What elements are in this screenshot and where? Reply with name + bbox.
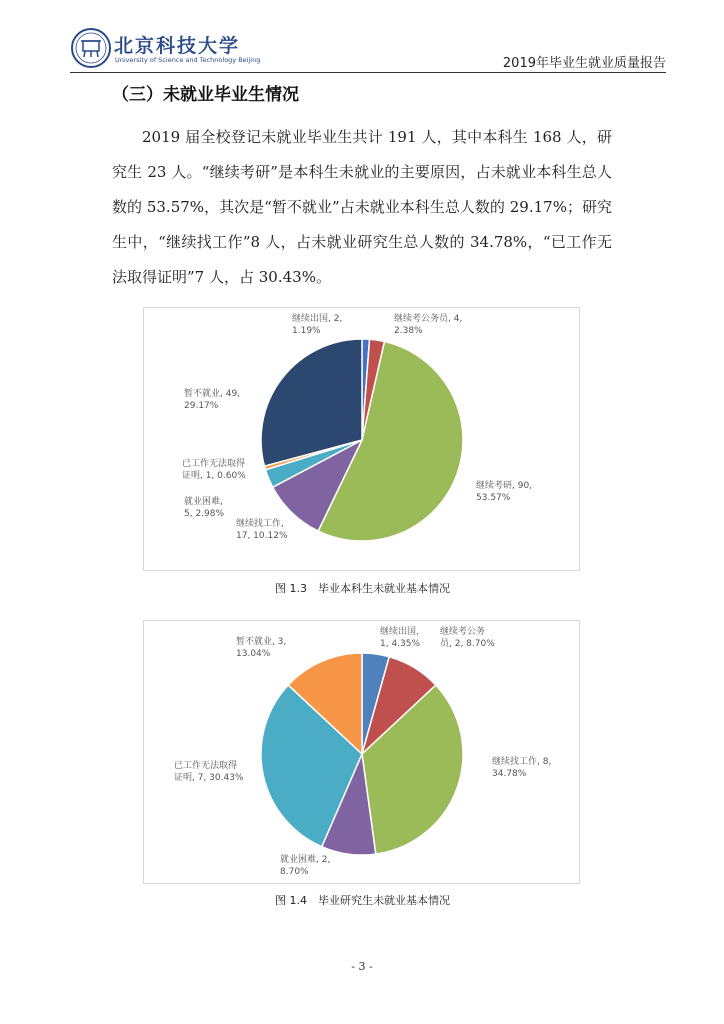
page-header <box>70 25 666 73</box>
slice-label: 就业困难, 2, 8.70% <box>280 855 331 877</box>
slice-label: 就业困难, 5, 2.98% <box>184 497 225 519</box>
paragraph-text: 2019 届全校登记未就业毕业生共计 191 人，其中本科生 168 人，研究生 23 人。“继续考研”是本科生未就业的主要原因，占未就业本科生总人数的 53.57%，其次是“暂不就业”占未就业本科生总人数的 29.17%；研究生中，“继续找工作”8 人，占未就业研究生总人数的 34.78%，“已工作无法取得证明”7 人，占 30.43%。 <box>112 128 612 286</box>
graduate-pie-svg <box>144 621 579 883</box>
slice-label: 继续出国, 2, 1.19% <box>292 314 343 336</box>
page-number: - 3 - <box>351 960 373 973</box>
body-paragraph <box>112 120 612 295</box>
university-name-cn: 北京科技大学 <box>114 35 241 57</box>
slice-label: 已工作无法取得证明, 7, 30.43% <box>174 761 244 783</box>
slice-label: 暂不就业, 3, 13.04% <box>236 637 287 659</box>
figure-caption-2: 图 1.4 毕业研究生未就业基本情况 <box>275 894 450 907</box>
university-name-en: University of Science and Technology Beijing <box>115 56 261 64</box>
section-heading: （三）未就业毕业生情况 <box>112 85 299 105</box>
slice-label: 继续考研, 90, 53.57% <box>476 481 533 503</box>
university-logo-icon <box>70 27 112 69</box>
figure-caption-1: 图 1.3 毕业本科生未就业基本情况 <box>275 582 450 595</box>
undergrad-pie-chart <box>143 307 580 571</box>
slice-label: 继续找工作, 8, 34.78% <box>492 757 552 779</box>
slice-label: 继续考公务员, 4, 2.38% <box>394 314 463 336</box>
slice-label: 已工作无法取得证明, 1, 0.60% <box>182 459 246 481</box>
slice-label: 暂不就业, 49, 29.17% <box>184 389 241 411</box>
slice-label: 继续考公务员, 2, 8.70% <box>440 627 495 649</box>
slice-label: 继续出国， 1, 4.35% <box>380 627 426 649</box>
header-divider <box>70 72 666 73</box>
slice-label: 继续找工作, 17, 10.12% <box>236 519 288 541</box>
undergrad-pie-svg <box>144 308 579 570</box>
graduate-pie-chart <box>143 620 580 884</box>
report-title: 2019年毕业生就业质量报告 <box>502 56 666 71</box>
